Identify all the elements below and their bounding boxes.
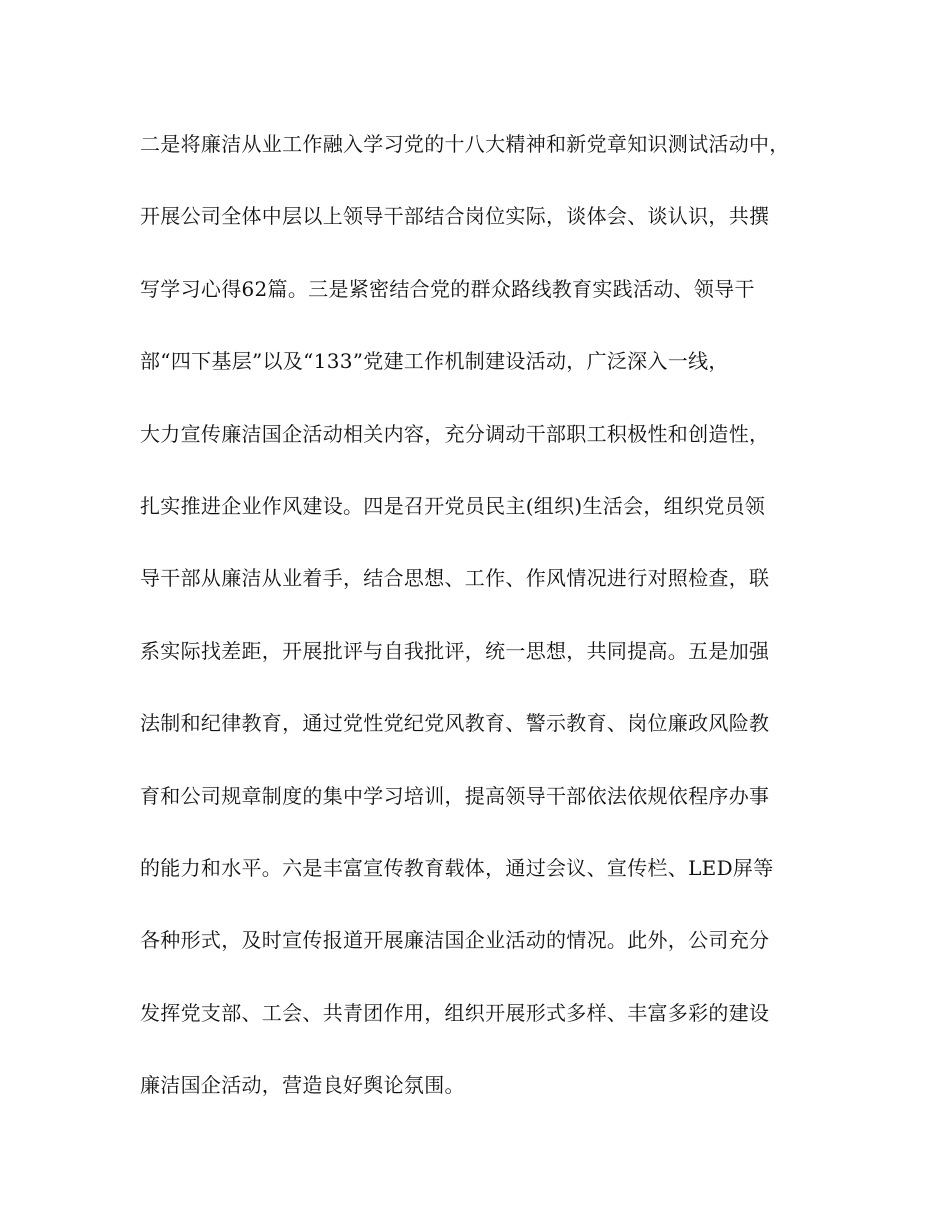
- text-line: 扎实推进企业作风建设。四是召开党员民主(组织)生活会，组织党员领: [140, 493, 766, 518]
- text-line: 育和公司规章制度的集中学习培训，提高领导干部依法依规依程序办事: [140, 783, 770, 808]
- text-line: 大力宣传廉洁国企活动相关内容，充分调动干部职工积极性和创造性，: [140, 421, 770, 446]
- text-line: 各种形式，及时宣传报道开展廉洁国企业活动的情况。此外，公司充分: [140, 928, 770, 953]
- text-line: 部“四下基层”以及“133”党建工作机制建设活动，广泛深入一线，: [140, 349, 729, 374]
- body-paragraph: [140, 122, 840, 1135]
- text-line: 导干部从廉洁从业着手，结合思想、工作、作风情况进行对照检查，联: [140, 566, 770, 591]
- text-line: 廉洁国企活动，营造良好舆论氛围。: [140, 1073, 465, 1098]
- text-line: 的能力和水平。六是丰富宣传教育载体，通过会议、宣传栏、LED屏等: [140, 855, 774, 880]
- text-line: 系实际找差距，开展批评与自我批评，统一思想，共同提高。五是加强: [140, 638, 770, 663]
- text-line: 二是将廉洁从业工作融入学习党的十八大精神和新党章知识测试活动中，: [140, 132, 790, 156]
- text-line: 法制和纪律教育，通过党性党纪党风教育、警示教育、岗位廉政风险教: [140, 711, 770, 736]
- text-line: 发挥党支部、工会、共青团作用，组织开展形式多样、丰富多彩的建设: [140, 1000, 770, 1025]
- text-line: 开展公司全体中层以上领导干部结合岗位实际，谈体会、谈认识，共撰: [140, 204, 770, 229]
- text-line: 写学习心得62篇。三是紧密结合党的群众路线教育实践活动、领导干: [140, 276, 755, 301]
